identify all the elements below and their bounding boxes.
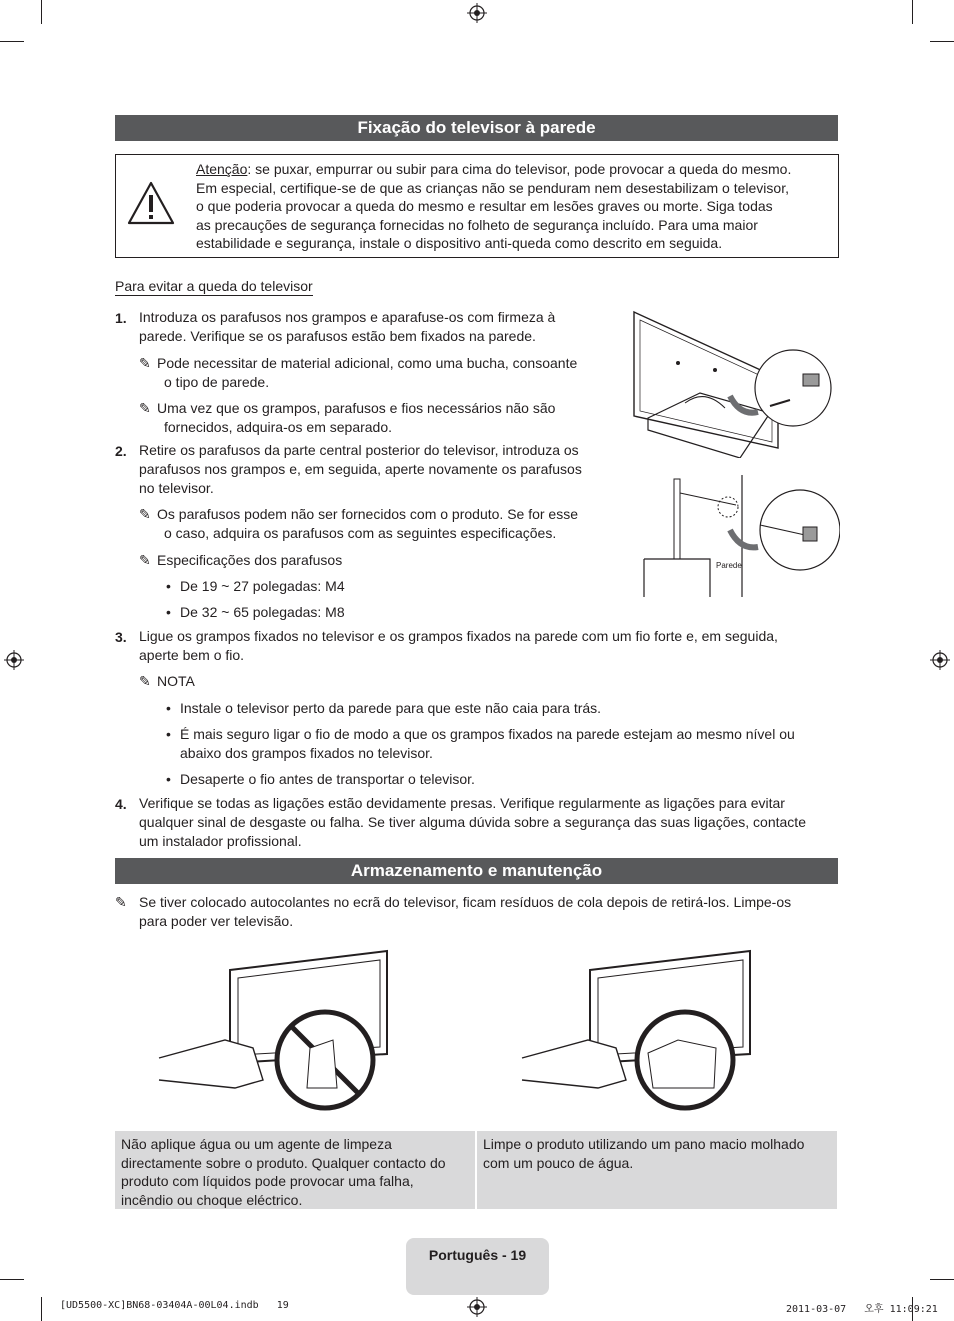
pencil-note-icon: ✎: [139, 673, 151, 689]
page-number: Português - 19: [428, 1247, 527, 1263]
crop-mark: [0, 41, 24, 42]
crop-mark: [930, 1279, 954, 1280]
note: [139, 354, 619, 392]
text-line: o tipo de parede.: [164, 374, 270, 390]
tv-wall-mount-illustration: [630, 308, 840, 458]
warning-line: Em especial, certifique-se de que as crianças não se penduram nem desestabilizam o televisor,: [196, 179, 789, 196]
warning-line: : se puxar, empurrar ou subir para cima do televisor, pode provocar a queda do mesmo.: [247, 161, 792, 177]
subheading: Para evitar a queda do televisor: [115, 278, 313, 294]
step-text: [139, 627, 839, 665]
file-slug: [UD5500-XC]BN68-03404A-00L04.indb 19: [60, 1300, 289, 1311]
warning-line: estabilidade e segurança, instale o dispositivo anti-queda como descrito em seguida.: [196, 235, 723, 252]
registration-mark-icon: [467, 3, 487, 23]
note: [115, 893, 839, 931]
text-line: Os parafusos podem não ser fornecidos com o produto. Se for esse: [157, 506, 579, 522]
text-line: um instalador profissional.: [139, 833, 302, 849]
text-line: É mais seguro ligar o fio de modo a que os grampos fixados na parede estejam ao mesmo nível ou: [180, 726, 795, 742]
text-line: Ligue os grampos fixados no televisor e os grampos fixados na parede com um fio forte e, em seguida,: [139, 628, 778, 644]
step-number: 3.: [115, 629, 127, 645]
tv-wall-side-illustration: [640, 475, 840, 597]
text-line: parede. Verifique se os parafusos estão bem fixados na parede.: [139, 328, 536, 344]
warning-line: as precauções de segurança fornecidas no folheto de segurança incluído. Para uma maior: [196, 216, 758, 233]
text-line: Uma vez que os grampos, parafusos e fios necessários não são: [157, 400, 556, 416]
pencil-note-icon: ✎: [139, 355, 151, 371]
registration-mark-icon: [4, 650, 24, 670]
bullet-icon: •: [166, 578, 171, 594]
text-line: abaixo dos grampos fixados no televisor.: [180, 745, 433, 761]
note: [139, 672, 195, 691]
pencil-note-icon: ✎: [139, 506, 151, 522]
caution-cell: Não aplique água ou um agente de limpeza directamente sobre o produto. Qualquer contacto do produto com líquidos pode provocar uma falha, incêndio ou choque eléctrico.: [115, 1131, 475, 1209]
bullet-icon: •: [166, 700, 171, 716]
crop-mark: [912, 0, 913, 24]
note: [139, 399, 619, 437]
step-text: [139, 794, 839, 851]
text-line: Introduza os parafusos nos grampos e aparafuse-os com firmeza à: [139, 309, 556, 325]
no-spray-illustration: [155, 948, 395, 1113]
warning-text: [196, 160, 828, 253]
warning-line: o que poderia provocar a queda do mesmo e resultar em lesões graves ou morte. Siga todas: [196, 198, 773, 215]
text-line: Se tiver colocado autocolantes no ecrã do televisor, ficam resíduos de cola depois de retirá-los. Limpe-os: [139, 894, 792, 910]
wall-label: Parede: [716, 561, 742, 570]
text-line: o caso, adquira os parafusos com as seguintes especificações.: [164, 525, 557, 541]
text-line: aperte bem o fio.: [139, 647, 245, 663]
spec-item: De 32 ~ 65 polegadas: M8: [180, 604, 345, 620]
warning-triangle-icon: [126, 179, 176, 229]
pencil-note-icon: ✎: [139, 552, 151, 568]
pencil-note-icon: ✎: [139, 400, 151, 416]
text-line: qualquer sinal de desgaste ou falha. Se tiver alguma dúvida sobre a segurança das suas ligações, contacte: [139, 814, 806, 830]
pencil-note-icon: ✎: [115, 894, 127, 910]
nota-item: Instale o televisor perto da parede para que este não caia para trás.: [180, 700, 602, 716]
step-text: [139, 441, 619, 498]
warning-box: [115, 154, 839, 258]
bullet-icon: •: [166, 771, 171, 787]
bullet-icon: •: [166, 726, 171, 742]
text-line: Verifique se todas as ligações estão devidamente presas. Verifique regularmente as ligações para evitar: [139, 795, 785, 811]
timestamp-slug: 2011-03-07 오후 11:09:21: [786, 1304, 938, 1315]
registration-mark-icon: [930, 650, 950, 670]
crop-mark: [0, 1279, 24, 1280]
registration-mark-icon: [467, 1297, 487, 1317]
warning-label: Atenção: [196, 161, 248, 177]
section-title: Fixação do televisor à parede: [115, 115, 838, 141]
nota-label: NOTA: [157, 673, 195, 689]
text-line: Pode necessitar de material adicional, como uma bucha, consoante: [157, 355, 578, 371]
step-number: 1.: [115, 310, 127, 326]
crop-mark: [930, 41, 954, 42]
step-number: 2.: [115, 443, 127, 459]
step-number: 4.: [115, 796, 127, 812]
text-line: no televisor.: [139, 480, 214, 496]
note: [139, 505, 619, 543]
instruction-cell: Limpe o produto utilizando um pano macio molhado com um pouco de água.: [477, 1131, 837, 1209]
crop-mark: [41, 0, 42, 24]
text-line: Retire os parafusos da parte central posterior do televisor, introduza os: [139, 442, 579, 458]
spec-item: De 19 ~ 27 polegadas: M4: [180, 578, 345, 594]
crop-mark: [41, 1297, 42, 1321]
note: [139, 551, 342, 570]
text-line: parafusos nos grampos e, em seguida, aperte novamente os parafusos: [139, 461, 582, 477]
step-text: [139, 308, 619, 346]
nota-item: Desaperte o fio antes de transportar o televisor.: [180, 771, 475, 787]
text-line: para poder ver televisão.: [139, 913, 294, 929]
cloth-cleaning-illustration: [518, 948, 758, 1113]
nota-item: [180, 725, 840, 763]
text-line: fornecidos, adquira-os em separado.: [164, 419, 393, 435]
text-line: Especificações dos parafusos: [157, 552, 343, 568]
bullet-icon: •: [166, 604, 171, 620]
section-title: Armazenamento e manutenção: [115, 858, 838, 884]
